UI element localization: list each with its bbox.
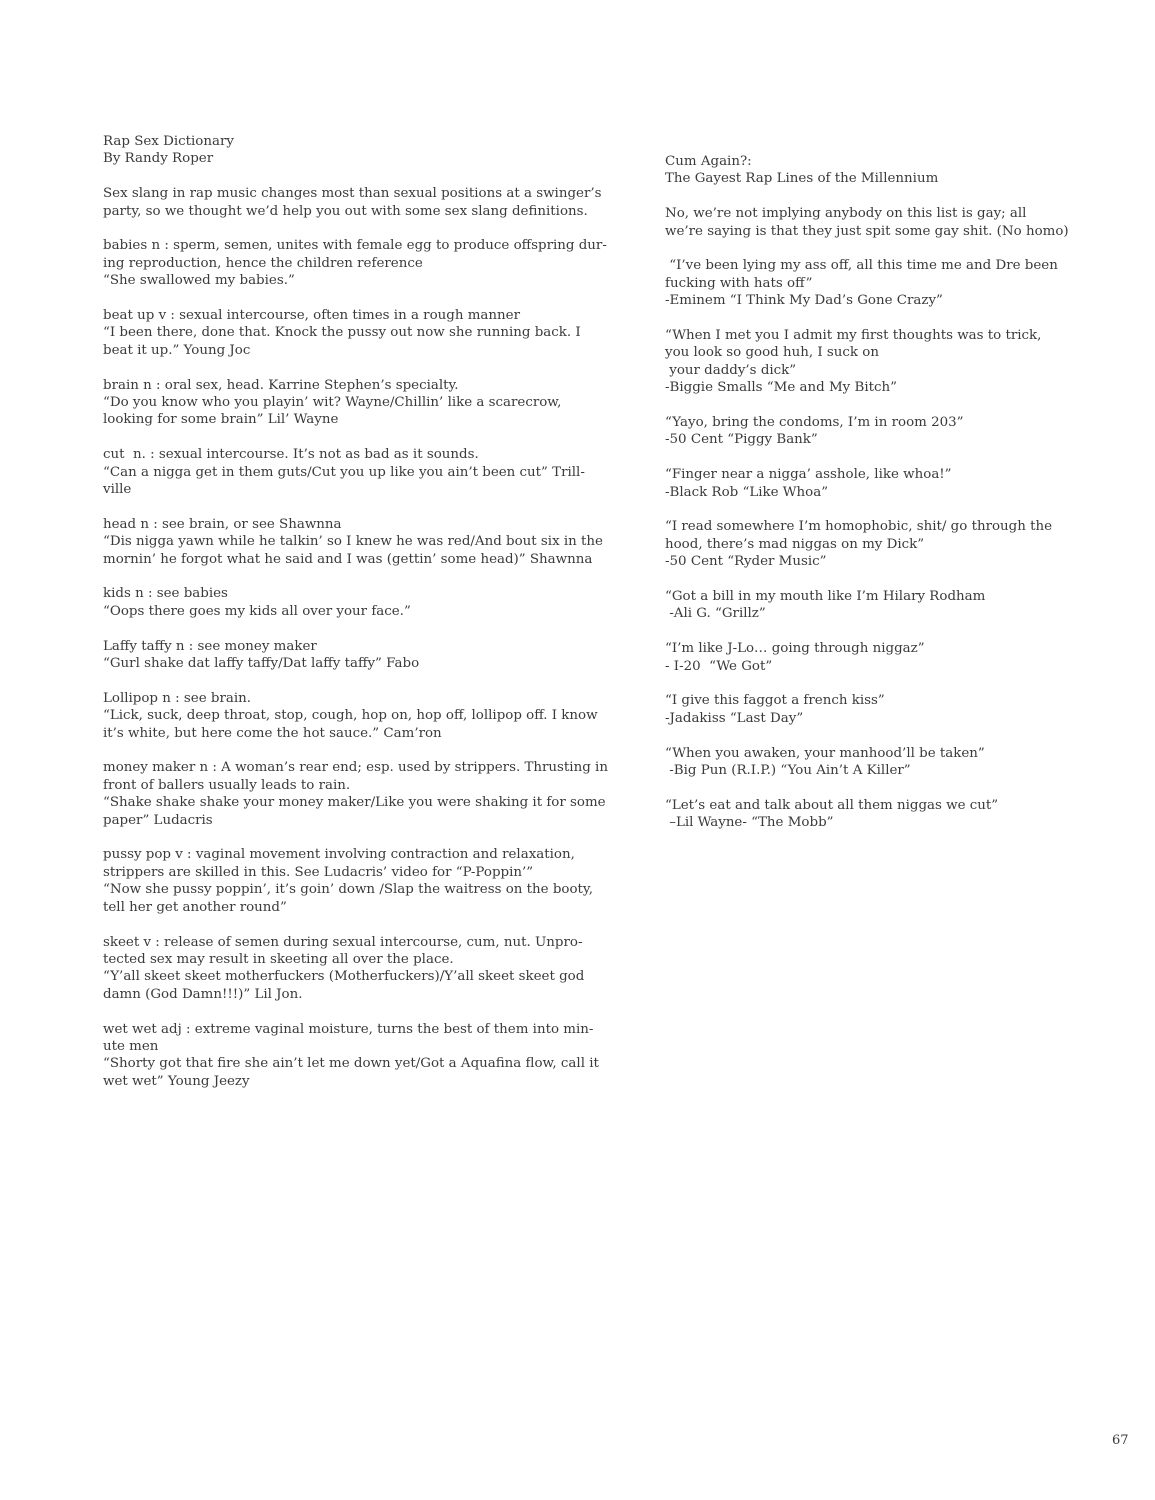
paragraph-gap: [665, 240, 1060, 257]
text-block: [103, 759, 608, 829]
text-line: “Got a bill in my mouth like I’m Hilary Rodham: [665, 589, 986, 605]
text-line: wet wet adj : extreme vaginal moisture, turns the best of them into min-: [103, 1021, 594, 1037]
text-line: -Jadakiss “Last Day”: [665, 710, 804, 726]
text-block: [103, 516, 603, 568]
text-block: [665, 257, 1060, 309]
text-block: [103, 690, 598, 742]
text-line: The Gayest Rap Lines of the Millennium: [665, 171, 939, 187]
right-column: [665, 153, 1069, 832]
text-line: you look so good huh, I suck on: [665, 345, 879, 361]
text-line: Sex slang in rap music changes most than sexual positions at a swinger’s: [103, 186, 602, 202]
text-line: -Eminem “I Think My Dad’s Gone Crazy”: [665, 293, 943, 309]
paragraph-gap: [103, 498, 583, 515]
text-line: -Biggie Smalls “Me and My Bitch”: [665, 380, 897, 396]
paragraph-gap: [103, 290, 583, 307]
text-line: ville: [103, 482, 132, 498]
text-line: tell her get another round”: [103, 899, 287, 915]
text-line: “When I met you I admit my first thoughts was to trick,: [665, 328, 1042, 344]
paragraph-gap: [103, 568, 583, 585]
text-line: hood, there’s mad niggas on my Dick”: [665, 536, 925, 552]
text-line: strippers are skilled in this. See Ludacris’ video for “P-Poppin’”: [103, 864, 534, 880]
paragraph-gap: [665, 675, 1060, 692]
text-block: [665, 797, 1060, 832]
text-block: [665, 327, 1060, 397]
text-line: paper” Ludacris: [103, 812, 213, 828]
text-line: beat up v : sexual intercourse, often times in a rough manner: [103, 308, 520, 324]
text-line: “Let’s eat and talk about all them niggas we cut”: [665, 797, 999, 813]
text-line: “Shake shake shake your money maker/Like you were shaking it for some: [103, 795, 606, 811]
text-line: Lollipop n : see brain.: [103, 690, 252, 706]
text-line: “When you awaken, your manhood’ll be taken”: [665, 745, 985, 761]
paragraph-gap: [103, 359, 583, 376]
text-line: “I give this faggot a french kiss”: [665, 693, 885, 709]
paragraph-gap: [103, 742, 583, 759]
text-block: [665, 518, 1060, 570]
paragraph-gap: [103, 1003, 583, 1020]
text-line: “Shorty got that fire she ain’t let me down yet/Got a Aquafina flow, call it: [103, 1056, 599, 1072]
text-line: cut n. : sexual intercourse. It’s not as bad as it sounds.: [103, 447, 479, 463]
text-block: [103, 1021, 599, 1091]
paragraph-gap: [665, 501, 1060, 518]
page-number: 67: [1112, 1433, 1129, 1448]
text-block: [103, 638, 583, 673]
paragraph-gap: [103, 220, 583, 237]
text-block: [103, 934, 583, 1004]
text-line: “I been there, done that. Knock the pussy out now she running back. I: [103, 325, 581, 341]
text-line: “She swallowed my babies.”: [103, 273, 295, 289]
text-block: [103, 585, 583, 620]
text-line: front of ballers usually leads to rain.: [103, 777, 351, 793]
text-line: money maker n : A woman’s rear end; esp. used by strippers. Thrusting in: [103, 760, 608, 776]
text-line: “Now she pussy poppin’, it’s goin’ down /Slap the waitress on the booty,: [103, 882, 593, 898]
text-line: Cum Again?:: [665, 154, 752, 169]
text-line: kids n : see babies: [103, 586, 228, 602]
text-line: -Ali G. “Grillz”: [665, 606, 766, 622]
text-line: “Can a nigga get in them guts/Cut you up like you ain’t been cut” Trill-: [103, 464, 585, 480]
paragraph-gap: [665, 397, 1060, 414]
paragraph-gap: [665, 188, 1060, 205]
text-line: “I’ve been lying my ass off, all this time me and Dre been: [665, 258, 1058, 274]
paragraph-gap: [103, 429, 583, 446]
text-line: By Randy Roper: [103, 151, 214, 167]
text-line: beat it up.” Young Joc: [103, 342, 251, 358]
text-block: [103, 446, 583, 498]
text-line: No, we’re not implying anybody on this list is gay; all: [665, 206, 1027, 222]
text-block: [103, 133, 583, 168]
paragraph-gap: [103, 168, 583, 185]
text-line: party, so we thought we’d help you out with some sex slang definitions.: [103, 203, 588, 219]
paragraph-gap: [665, 623, 1060, 640]
paragraph-gap: [665, 727, 1060, 744]
text-line: tected sex may result in skeeting all over the place.: [103, 951, 454, 967]
text-line: “I read somewhere I’m homophobic, shit/ go through the: [665, 519, 1053, 535]
paragraph-gap: [665, 310, 1060, 327]
text-block: [665, 466, 1060, 501]
text-line: babies n : sperm, semen, unites with female egg to produce offspring dur-: [103, 238, 607, 254]
text-block: [665, 153, 1060, 188]
text-line: ing reproduction, hence the children reference: [103, 255, 423, 271]
text-block: [103, 846, 593, 916]
text-line: pussy pop v : vaginal movement involving contraction and relaxation,: [103, 847, 575, 863]
paragraph-gap: [665, 571, 1060, 588]
text-block: [665, 640, 1060, 675]
text-line: –Lil Wayne- “The Mobb”: [665, 815, 834, 831]
left-column: [103, 133, 608, 1090]
paragraph-gap: [103, 672, 583, 689]
text-line: skeet v : release of semen during sexual intercourse, cum, nut. Unpro-: [103, 934, 583, 950]
text-block: [103, 237, 607, 289]
text-line: -Black Rob “Like Whoa”: [665, 484, 829, 500]
paragraph-gap: [103, 916, 583, 933]
text-line: looking for some brain” Lil’ Wayne: [103, 412, 339, 428]
text-block: [103, 185, 602, 220]
text-block: [665, 588, 1060, 623]
text-line: “Gurl shake dat laffy taffy/Dat laffy taffy” Fabo: [103, 656, 420, 672]
text-line: -50 Cent “Piggy Bank”: [665, 432, 818, 448]
text-line: ute men: [103, 1038, 159, 1054]
text-line: damn (God Damn!!!)” Lil Jon.: [103, 986, 303, 1002]
text-line: head n : see brain, or see Shawnna: [103, 516, 342, 532]
text-line: “Dis nigga yawn while he talkin’ so I knew he was red/And bout six in the: [103, 534, 603, 550]
paragraph-gap: [103, 620, 583, 637]
text-block: [665, 745, 1060, 780]
text-line: mornin’ he forgot what he said and I was (gettin’ some head)” Shawnna: [103, 551, 593, 567]
text-line: “Lick, suck, deep throat, stop, cough, hop on, hop off, lollipop off. I know: [103, 708, 598, 724]
text-block: [103, 307, 583, 359]
text-block: [665, 414, 1060, 449]
text-line: your daddy’s dick”: [665, 362, 797, 378]
text-line: we’re saying is that they just spit some gay shit. (No homo): [665, 223, 1069, 239]
text-line: “Y’all skeet skeet motherfuckers (Motherfuckers)/Y’all skeet skeet god: [103, 969, 585, 985]
text-block: [665, 692, 1060, 727]
paragraph-gap: [103, 829, 583, 846]
paragraph-gap: [665, 449, 1060, 466]
text-line: it’s white, but here come the hot sauce.” Cam’ron: [103, 725, 442, 741]
text-line: Laffy taffy n : see money maker: [103, 638, 317, 654]
paragraph-gap: [665, 779, 1060, 796]
text-line: “I’m like J-Lo… going through niggaz”: [665, 641, 925, 657]
text-block: [103, 377, 583, 429]
text-line: “Do you know who you playin’ wit? Wayne/Chillin’ like a scarecrow,: [103, 395, 562, 411]
text-line: “Finger near a nigga’ asshole, like whoa!”: [665, 467, 952, 483]
text-line: - I-20 “We Got”: [665, 658, 773, 674]
text-line: Rap Sex Dictionary: [103, 134, 234, 149]
text-line: -Big Pun (R.I.P.) “You Ain’t A Killer”: [665, 763, 911, 779]
text-block: [665, 205, 1069, 240]
text-line: -50 Cent “Ryder Music”: [665, 554, 827, 570]
text-line: wet wet” Young Jeezy: [103, 1073, 250, 1089]
text-line: fucking with hats off”: [665, 275, 813, 291]
text-line: “Oops there goes my kids all over your face.”: [103, 603, 411, 619]
text-line: “Yayo, bring the condoms, I’m in room 203”: [665, 415, 964, 431]
text-line: brain n : oral sex, head. Karrine Stephen’s specialty.: [103, 377, 459, 393]
